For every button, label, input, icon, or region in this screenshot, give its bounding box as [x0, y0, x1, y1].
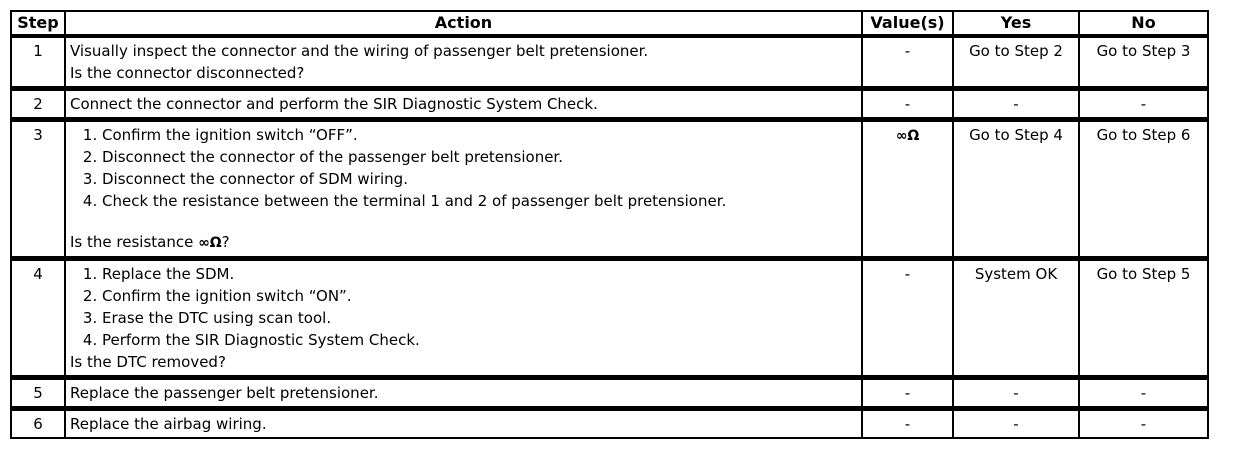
- action-text: Replace the passenger belt pretensioner.: [70, 384, 379, 402]
- list-item: 2. Confirm the ignition switch “ON”.: [102, 285, 857, 307]
- action-question: [70, 231, 857, 254]
- action-text: Connect the connector and perform the SIR Diagnostic System Check.: [70, 95, 598, 113]
- diagnostic-table: [10, 10, 1209, 439]
- value-cell: -: [863, 408, 954, 439]
- header-values: Value(s): [863, 12, 954, 36]
- no-cell: Go to Step 6: [1080, 119, 1209, 258]
- table-row: [12, 36, 1209, 88]
- ohm-symbol: ∞Ω: [198, 235, 222, 251]
- value-cell: -: [863, 258, 954, 377]
- table-row: [12, 377, 1209, 408]
- action-text: Visually inspect the connector and the wiring of passenger belt pretensioner.: [70, 42, 649, 60]
- action-cell: [66, 408, 863, 439]
- list-item: 3. Disconnect the connector of SDM wiring.: [102, 168, 857, 190]
- header-action: Action: [66, 12, 863, 36]
- action-list: [70, 124, 857, 212]
- action-question: Is the DTC removed?: [70, 353, 226, 371]
- table-row: [12, 408, 1209, 439]
- step-number: 1: [12, 36, 66, 88]
- no-cell: Go to Step 3: [1080, 36, 1209, 88]
- action-cell: [66, 119, 863, 258]
- no-cell: Go to Step 5: [1080, 258, 1209, 377]
- list-item: 2. Disconnect the connector of the passenger belt pretensioner.: [102, 146, 857, 168]
- list-item: 4. Perform the SIR Diagnostic System Check.: [102, 329, 857, 351]
- step-number: 4: [12, 258, 66, 377]
- table-row: [12, 258, 1209, 377]
- action-cell: [66, 88, 863, 119]
- header-row: [12, 12, 1209, 36]
- value-cell: -: [863, 377, 954, 408]
- action-text: Replace the airbag wiring.: [70, 415, 267, 433]
- list-item: 4. Check the resistance between the terminal 1 and 2 of passenger belt pretensioner.: [102, 190, 857, 212]
- no-cell: -: [1080, 377, 1209, 408]
- question-prefix: Is the resistance: [70, 233, 199, 251]
- list-item: 1. Confirm the ignition switch “OFF”.: [102, 124, 857, 146]
- action-cell: [66, 36, 863, 88]
- action-cell: [66, 377, 863, 408]
- yes-cell: -: [954, 88, 1080, 119]
- list-item: 3. Erase the DTC using scan tool.: [102, 307, 857, 329]
- value-cell: -: [863, 36, 954, 88]
- no-cell: -: [1080, 408, 1209, 439]
- ohm-value: ∞Ω: [895, 128, 920, 144]
- no-cell: -: [1080, 88, 1209, 119]
- value-cell: [863, 119, 954, 258]
- value-cell: -: [863, 88, 954, 119]
- action-cell: [66, 258, 863, 377]
- header-yes: Yes: [954, 12, 1080, 36]
- yes-cell: Go to Step 4: [954, 119, 1080, 258]
- question-suffix: ?: [221, 233, 230, 251]
- table-row: [12, 119, 1209, 258]
- header-no: No: [1080, 12, 1209, 36]
- yes-cell: Go to Step 2: [954, 36, 1080, 88]
- step-number: 3: [12, 119, 66, 258]
- table-row: [12, 88, 1209, 119]
- step-number: 5: [12, 377, 66, 408]
- yes-cell: System OK: [954, 258, 1080, 377]
- list-item: 1. Replace the SDM.: [102, 263, 857, 285]
- step-number: 2: [12, 88, 66, 119]
- yes-cell: -: [954, 377, 1080, 408]
- step-number: 6: [12, 408, 66, 439]
- action-question: Is the connector disconnected?: [70, 64, 305, 82]
- header-step: Step: [12, 12, 66, 36]
- action-list: [70, 263, 857, 351]
- yes-cell: -: [954, 408, 1080, 439]
